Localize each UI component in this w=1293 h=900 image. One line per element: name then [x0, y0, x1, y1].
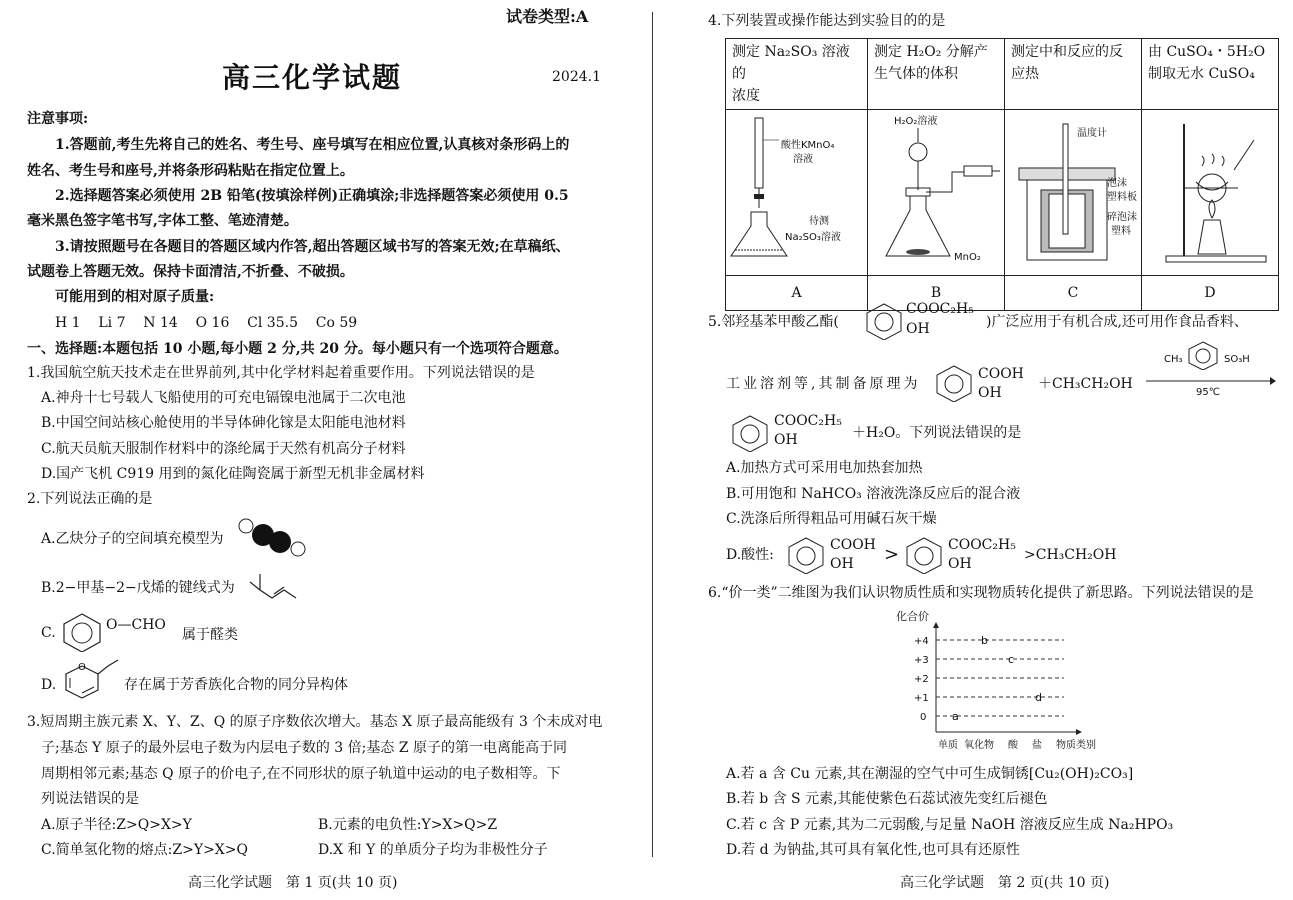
question-5-intro: 5.邻羟基苯甲酸乙酯( [708, 314, 839, 330]
ester-group: COOC₂H₅ [906, 301, 974, 317]
hydroxyl-group: OH [978, 385, 1002, 401]
question-6-option-d: D.若 d 为钠盐,其可具有氧化性,也可具有还原性 [726, 842, 1020, 858]
y-tick: +4 [914, 636, 929, 647]
svg-text:Na₂SO₃溶液: Na₂SO₃溶液 [784, 232, 841, 243]
mass-heading: 可能用到的相对原子质量: [55, 289, 215, 305]
table-header-a: 测定 Na₂SO₃ 溶液的 浓度 [726, 39, 868, 110]
hydroxyl-group: OH [774, 432, 798, 448]
svg-text:溶液: 溶液 [792, 154, 813, 165]
dihydropyran-icon [62, 656, 122, 704]
svg-text:碎泡沫: 碎泡沫 [1107, 212, 1137, 223]
y-tick: +2 [914, 674, 929, 685]
table-header-d: 由 CuSO₄・5H₂O 制取无水 CuSO₄ [1142, 39, 1279, 110]
y-tick: +3 [914, 655, 929, 666]
experiment-table [725, 38, 1279, 311]
x-tick: 氧化物 [964, 740, 994, 751]
apparatus-b [868, 110, 1005, 276]
carboxyl-group: COOH [830, 537, 876, 553]
notice-line: 试题卷上答题无效。保持卡面清洁,不折叠、不破损。 [27, 264, 354, 280]
notice-line: 毫米黑色签字笔书写,字体工整、笔迹清楚。 [27, 213, 298, 229]
question-3-option-a: A.原子半径:Z>Q>X>Y [41, 817, 192, 833]
question-6-option-c: C.若 c 含 P 元素,其为二元弱酸,与足量 NaOH 溶液反应生成 Na₂HPO₃ [726, 817, 1174, 833]
question-3-line: 子;基态 Y 原子的最外层电子数为内层电子数的 3 倍;基态 Z 原子的第一电离能高于同 [41, 740, 568, 756]
question-2-option-d-label: D. [41, 677, 57, 693]
svg-text:O: O [78, 662, 86, 673]
catalyst-sulfonic: SO₃H [1224, 354, 1250, 365]
svg-text:塑料板: 塑料板 [1107, 192, 1137, 203]
point-b: b [981, 634, 988, 647]
question-6-stem: 6.“价一类”二维图为我们认识物质性质和实现物质转化提供了新思路。下列说法错误的是 [708, 585, 1254, 601]
benzene-ring-icon [730, 414, 770, 452]
question-3-option-d: D.X 和 Y 的单质分子均为非极性分子 [318, 842, 548, 858]
titration-apparatus-icon [729, 110, 865, 268]
hydroxyl-group: OH [830, 556, 854, 572]
notice-line: 姓名、考生号和座号,并将条形码粘贴在指定位置上。 [27, 163, 354, 179]
question-1-option-c: C.航天员航天服制作材料中的涤纶属于天然有机高分子材料 [41, 441, 406, 457]
benzene-ring-icon [904, 536, 944, 574]
question-6-option-b: B.若 b 含 S 元素,其能使紫色石蕊试液先变红后褪色 [726, 791, 1048, 807]
question-5-option-d-tail: >CH₃CH₂OH [1024, 547, 1117, 563]
valence-category-chart [888, 606, 1118, 756]
question-5-line2: 工业溶剂等,其制备原理为 [726, 376, 921, 392]
reaction-arrow-icon [1146, 376, 1276, 386]
question-2-option-c-tail: 属于醛类 [182, 627, 238, 643]
ethanol-reagent: ＋CH₃CH₂OH [1038, 376, 1133, 392]
svg-text:H₂O₂溶液: H₂O₂溶液 [894, 116, 938, 127]
question-2-option-b: B.2−甲基−2−戊烯的键线式为 [41, 580, 235, 596]
question-6-option-a: A.若 a 含 Cu 元素,其在潮湿的空气中可生成铜锈[Cu₂(OH)₂CO₃] [726, 766, 1134, 782]
svg-text:酸性KMnO₄: 酸性KMnO₄ [780, 140, 834, 151]
reaction-temperature: 95℃ [1196, 387, 1220, 398]
apparatus-a [726, 110, 868, 276]
svg-text:待测: 待测 [808, 216, 829, 227]
evaporation-apparatus-icon [1142, 110, 1278, 268]
y-axis-title: 化合价 [896, 610, 929, 623]
carboxyl-group: COOH [978, 366, 1024, 382]
notice-line: 3.请按照题号在各题目的答题区域内作答,超出答题区域书写的答案无效;在草稿纸、 [55, 239, 570, 255]
paper-type: 试卷类型:A [506, 7, 589, 26]
question-5-option-a: A.加热方式可采用电加热套加热 [726, 460, 923, 476]
x-tick: 酸 [1008, 740, 1018, 751]
apparatus-c [1005, 110, 1142, 276]
notice-line: 2.选择题答案必须使用 2B 铅笔(按填涂样例)正确填涂;非选择题答案必须使用 0.5 [55, 188, 569, 204]
table-header-c: 测定中和反应的反 应热 [1005, 39, 1142, 110]
notice-heading: 注意事项: [27, 111, 89, 127]
hydroxyl-group: OH [906, 321, 930, 337]
page-title: 高三化学试题 [222, 61, 403, 94]
page-divider [652, 12, 653, 857]
greater-than-sign: > [884, 544, 900, 565]
question-3-line: 周期相邻元素;基态 Q 原子的价电子,在不同形状的原子轨道中运动的电子数相等。下 [41, 766, 561, 782]
page-left [0, 0, 640, 900]
exam-date: 2024.1 [552, 69, 601, 85]
ester-group: COOC₂H₅ [948, 537, 1016, 553]
question-3-option-b: B.元素的电负性:Y>X>Q>Z [318, 817, 498, 833]
skeletal-formula-icon [248, 570, 298, 602]
question-3-line: 3.短周期主族元素 X、Y、Z、Q 的原子序数依次增大。基态 X 原子最高能级有 3 个未成对电 [27, 714, 603, 730]
question-2-option-c-label: C. [41, 625, 56, 641]
svg-text:MnO₂: MnO₂ [954, 252, 981, 263]
x-tick: 单质 [938, 740, 958, 751]
x-axis-title: 物质类别 [1056, 740, 1096, 751]
notice-line: 1.答题前,考生先将自己的姓名、考生号、座号填写在相应位置,认真核对条形码上的 [55, 137, 570, 153]
question-1-option-d: D.国产飞机 C919 用到的氮化硅陶瓷属于新型无机非金属材料 [41, 466, 425, 482]
benzene-ring-icon [864, 302, 904, 340]
option-label-b: B [868, 276, 1005, 311]
question-1-stem: 1.我国航空航天技术走在世界前列,其中化学材料起着重要作用。下列说法错误的是 [27, 365, 535, 381]
question-1-option-b: B.中国空间站核心舱使用的半导体砷化镓是太阳能电池材料 [41, 415, 406, 431]
y-tick: +1 [914, 693, 929, 704]
question-5-product-tail: ＋H₂O。下列说法错误的是 [852, 425, 1022, 441]
benzene-ring-icon [934, 364, 974, 402]
question-2-option-a: A.乙炔分子的空间填充模型为 [41, 531, 224, 547]
footer-left: 高三化学试题 第 1 页(共 10 页) [188, 875, 398, 891]
atomic-masses: H 1 Li 7 N 14 O 16 Cl 35.5 Co 59 [55, 315, 358, 331]
question-2-option-d-tail: 存在属于芳香族化合物的同分异构体 [124, 677, 348, 693]
question-4-stem: 4.下列装置或操作能达到实验目的的是 [708, 13, 946, 29]
question-3-line: 列说法错误的是 [41, 791, 139, 807]
option-label-c: C [1005, 276, 1142, 311]
question-1-option-a: A.神舟十七号载人飞船使用的可充电镉镍电池属于二次电池 [41, 390, 406, 406]
question-2-stem: 2.下列说法正确的是 [27, 491, 153, 507]
table-header-b: 测定 H₂O₂ 分解产 生气体的体积 [868, 39, 1005, 110]
question-3-option-c: C.简单氢化物的熔点:Z>Y>X>Q [41, 842, 248, 858]
calorimeter-icon [1005, 110, 1141, 268]
benzene-ring-icon [60, 612, 104, 652]
apparatus-d [1142, 110, 1279, 276]
formate-group: O—CHO [106, 617, 166, 633]
benzene-ring-icon [1186, 340, 1220, 370]
section-heading: 一、选择题:本题包括 10 小题,每小题 2 分,共 20 分。每小题只有一个选项符合题意。 [27, 341, 568, 357]
x-tick: 盐 [1032, 740, 1042, 751]
question-5-intro-tail: )广泛应用于有机合成,还可用作食品香料、 [986, 314, 1248, 330]
point-c: c [1008, 653, 1015, 666]
page-right [668, 0, 1293, 900]
y-tick: 0 [920, 712, 927, 723]
point-d: d [1035, 691, 1042, 704]
catalyst-methyl: CH₃ [1164, 354, 1183, 365]
space-filling-model-icon [236, 516, 310, 558]
ester-group: COOC₂H₅ [774, 413, 842, 429]
svg-text:温度计: 温度计 [1077, 128, 1107, 139]
option-label-a: A [726, 276, 868, 311]
question-5-option-b: B.可用饱和 NaHCO₃ 溶液洗涤反应后的混合液 [726, 486, 1021, 502]
point-a: a [952, 710, 959, 723]
svg-text:塑料: 塑料 [1111, 226, 1131, 237]
option-label-d: D [1142, 276, 1279, 311]
svg-text:泡沫: 泡沫 [1107, 178, 1127, 189]
footer-right: 高三化学试题 第 2 页(共 10 页) [900, 875, 1110, 891]
question-5-option-c: C.洗涤后所得粗品可用碱石灰干燥 [726, 511, 937, 527]
question-5-option-d-label: D.酸性: [726, 547, 774, 563]
hydroxyl-group: OH [948, 556, 972, 572]
gas-volume-apparatus-icon [868, 110, 1004, 268]
benzene-ring-icon [786, 536, 826, 574]
